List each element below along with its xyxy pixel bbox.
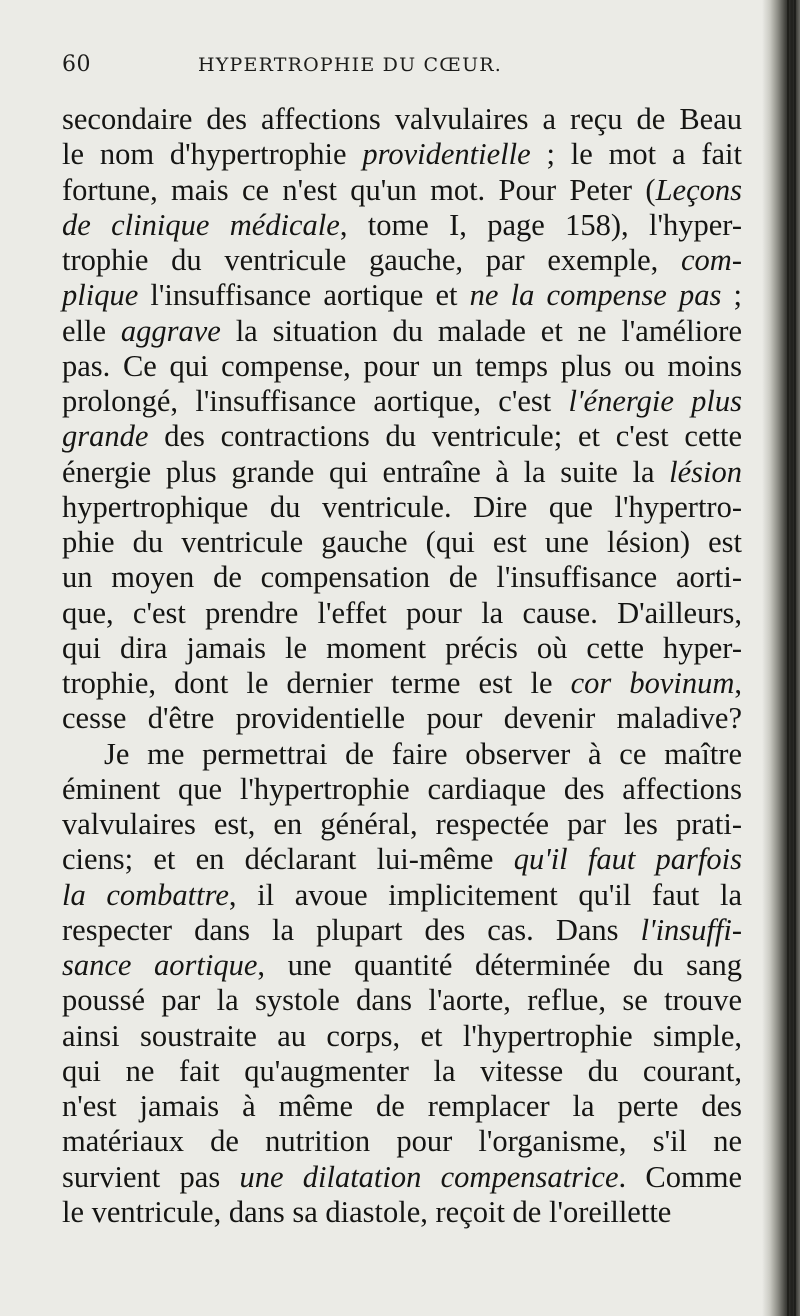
text-segment: qui ne fait qu'augmenter la vitesse du courant, <box>62 1053 742 1088</box>
text-line <box>62 560 742 595</box>
text-segment: ainsi soustraite au corps, et l'hypertrophie simple, <box>62 1018 742 1053</box>
italic-text-segment: l'insuffi- <box>640 912 742 947</box>
text-segment: . Comme <box>618 1159 742 1194</box>
text-line <box>62 173 742 208</box>
text-line <box>62 208 742 243</box>
text-segment: qui dira jamais le moment précis où cette hyper- <box>62 630 742 665</box>
italic-text-segment: lésion <box>669 454 742 489</box>
italic-text-segment: la combattre <box>62 877 229 912</box>
text-segment: respecter dans la plupart des cas. Dans <box>62 912 641 947</box>
italic-text-segment: grande <box>62 419 149 454</box>
text-line <box>62 384 742 419</box>
page-number: 60 <box>62 52 91 77</box>
italic-text-segment: l'énergie plus <box>568 384 743 418</box>
text-segment: trophie du ventricule gauche, par exemple, <box>62 243 682 277</box>
text-line <box>62 102 742 137</box>
text-segment: fortune, mais ce n'est qu'un mot. Pour Peter ( <box>62 172 656 207</box>
italic-text-segment: une dilatation compensatrice <box>239 1159 619 1194</box>
running-head <box>62 52 742 92</box>
text-line <box>62 913 742 948</box>
text-segment: , une quantité déterminée du sang <box>257 948 742 982</box>
text-segment: cesse d'être providentielle pour devenir maladive? <box>62 701 742 736</box>
text-segment: le nom d'hypertrophie <box>62 137 363 172</box>
text-line <box>62 983 742 1018</box>
text-segment: secondaire des affections valvulaires a reçu de Beau <box>62 102 742 136</box>
text-segment: matériaux de nutrition pour l'organisme, s'il ne <box>62 1124 742 1159</box>
text-line <box>62 243 742 278</box>
text-segment: éminent que l'hypertrophie cardiaque des affections <box>62 771 742 806</box>
text-line <box>62 1195 742 1230</box>
text-segment: ; <box>721 278 742 313</box>
text-line <box>62 349 742 384</box>
text-segment: , il avoue implicitement qu'il faut la <box>228 877 742 912</box>
text-segment: la situation du malade et ne l'améliore <box>220 313 742 348</box>
text-segment: ciens; et en déclarant lui-même <box>62 842 514 877</box>
book-spine-shadow <box>762 0 800 1316</box>
text-segment: des contractions du ventricule; et c'est cette <box>148 419 742 454</box>
italic-text-segment: providentielle <box>362 137 531 172</box>
italic-text-segment: com- <box>681 243 742 277</box>
text-line <box>62 948 742 983</box>
text-segment: elle <box>62 313 121 348</box>
text-segment: énergie plus grande qui entraîne à la suite la <box>62 454 670 489</box>
text-line <box>62 1089 742 1124</box>
text-segment: poussé par la systole dans l'aorte, reflue, se trouve <box>62 983 742 1018</box>
text-line <box>62 1019 742 1054</box>
text-line <box>62 490 742 525</box>
text-segment: le ventricule, dans sa diastole, reçoit de l'oreillette <box>62 1194 672 1229</box>
text-line <box>62 278 742 313</box>
text-line <box>62 666 742 701</box>
text-line <box>62 701 742 736</box>
text-line <box>62 525 742 560</box>
text-line <box>62 1160 742 1195</box>
text-line <box>62 878 742 913</box>
running-title: HYPERTROPHIE DU CŒUR. <box>198 54 503 76</box>
text-line <box>62 137 742 172</box>
text-segment: , tome I, page 158), l'hyper- <box>339 207 742 242</box>
text-segment: trophie, dont le dernier terme est le <box>62 666 571 700</box>
text-line <box>62 842 742 877</box>
italic-text-segment: de clinique médicale <box>62 207 340 242</box>
italic-text-segment: plique <box>62 278 139 313</box>
text-segment: que, c'est prendre l'effet pour la cause. D'ailleurs, <box>62 595 742 630</box>
text-segment: phie du ventricule gauche (qui est une lésion) est <box>62 525 742 559</box>
text-segment: pas. Ce qui compense, pour un temps plus ou moins <box>62 348 742 383</box>
text-segment: survient pas <box>62 1159 240 1194</box>
text-line <box>62 772 742 807</box>
italic-text-segment: Leçons <box>655 172 742 207</box>
text-segment: n'est jamais à même de remplacer la perte des <box>62 1089 742 1123</box>
italic-text-segment: aggrave <box>120 313 221 348</box>
italic-text-segment: ne la compense pas <box>469 278 722 313</box>
spine-edge-line <box>787 0 789 1316</box>
italic-text-segment: qu'il faut parfois <box>513 842 742 877</box>
text-line <box>62 737 742 772</box>
text-segment: l'insuffisance aortique et <box>138 278 470 313</box>
text-segment: , <box>734 666 742 700</box>
text-line <box>62 1124 742 1159</box>
italic-text-segment: sance aortique <box>62 948 258 982</box>
text-line <box>62 314 742 349</box>
text-line <box>62 631 742 666</box>
text-line <box>62 419 742 454</box>
text-line <box>62 807 742 842</box>
text-segment: hypertrophique du ventricule. Dire que l'hypertro- <box>62 489 742 524</box>
spine-edge-line <box>794 0 796 1316</box>
text-line <box>62 455 742 490</box>
text-segment: valvulaires est, en général, respectée par les prati- <box>62 807 742 841</box>
text-segment: prolongé, l'insuffisance aortique, c'est <box>62 384 569 418</box>
body-text <box>62 102 742 1230</box>
text-line <box>62 1054 742 1089</box>
italic-text-segment: cor bovinum <box>570 666 735 700</box>
text-segment: un moyen de compensation de l'insuffisance aorti- <box>62 560 742 595</box>
text-line <box>62 596 742 631</box>
text-segment: ; le mot a fait <box>530 137 742 172</box>
text-segment: Je me permettrai de faire observer à ce maître <box>104 736 742 771</box>
